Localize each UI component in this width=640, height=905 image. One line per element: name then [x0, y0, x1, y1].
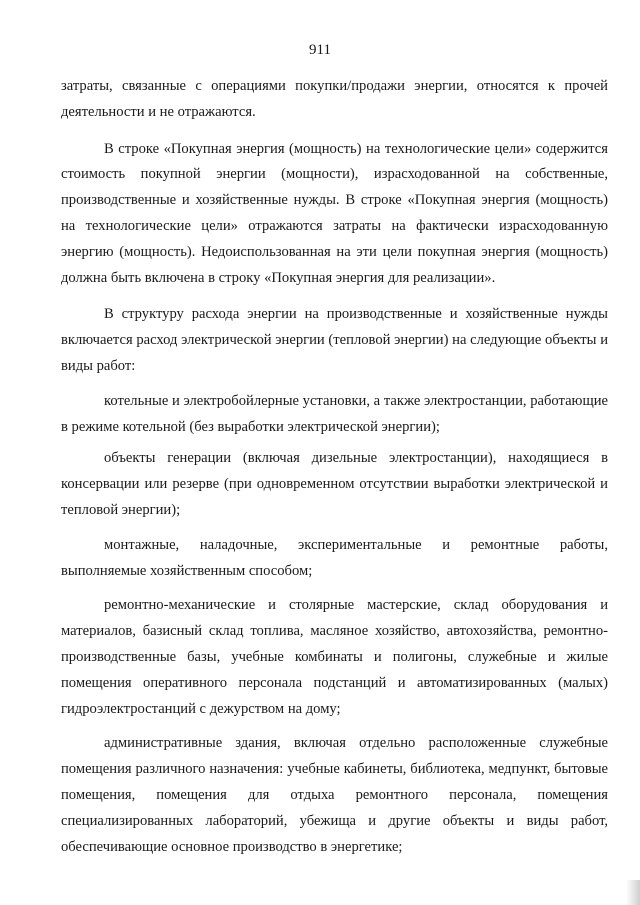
- list-item-installation-works: монтажные, наладочные, экспериментальные и ремонтные работы, выполняемые хозяйственным способом;: [61, 536, 608, 579]
- paragraph-1: затраты, связанные с операциями покупки/продажи энергии, относятся к прочей деятельности и не отражаются.: [61, 78, 608, 120]
- list-item-admin-buildings: административные здания, включая отдельно расположенные служебные помещения различного назначения: учебные кабинеты, библиотека, медпункт, бытовые помещения, помещения для отдыха ремонтного персонала, помещения специализированных лабораторий, убежища и другие объекты и виды работ, обеспечивающие основное производство в энергетике;: [61, 735, 608, 855]
- scan-edge-shadow: [626, 880, 640, 905]
- document-body: [61, 74, 608, 860]
- list-item-boilers: котельные и электробойлерные установки, а также электростанции, работающие в режиме котельной (без выработки электрической энергии);: [61, 392, 608, 435]
- list-item-generation: объекты генерации (включая дизельные электростанции), находящиеся в консервации или резерве (при одновременном отсутствии выработки электрической и тепловой энергии);: [61, 450, 608, 518]
- paragraph-2: В строке «Покупная энергия (мощность) на технологические цели» содержится стоимость покупной энергии (мощности), израсходованной на собственные, производственные и хозяйственные нужды. В строке «Покупная энергия (мощность) на технологические цели» отражаются затраты на фактически израсходованную энергию (мощность). Недоиспользованная на эти цели покупная энергия (мощность) должна быть включена в строку «Покупная энергия для реализации».: [61, 140, 608, 286]
- paragraph-3: В структуру расхода энергии на производственные и хозяйственные нужды включается расход электрической энергии (тепловой энергии) на следующие объекты и виды работ:: [61, 306, 608, 374]
- page-number: 911: [309, 42, 331, 58]
- list-item-workshops: ремонтно-механические и столярные мастерские, склад оборудования и материалов, базисный склад топлива, масляное хозяйство, автохозяйства, ремонтно-производственные базы, учебные комбинаты и полигоны, служебные и жилые помещения оперативного персонала подстанций и автоматизированных (малых) гидроэлектростанций с дежурством на дому;: [61, 597, 608, 717]
